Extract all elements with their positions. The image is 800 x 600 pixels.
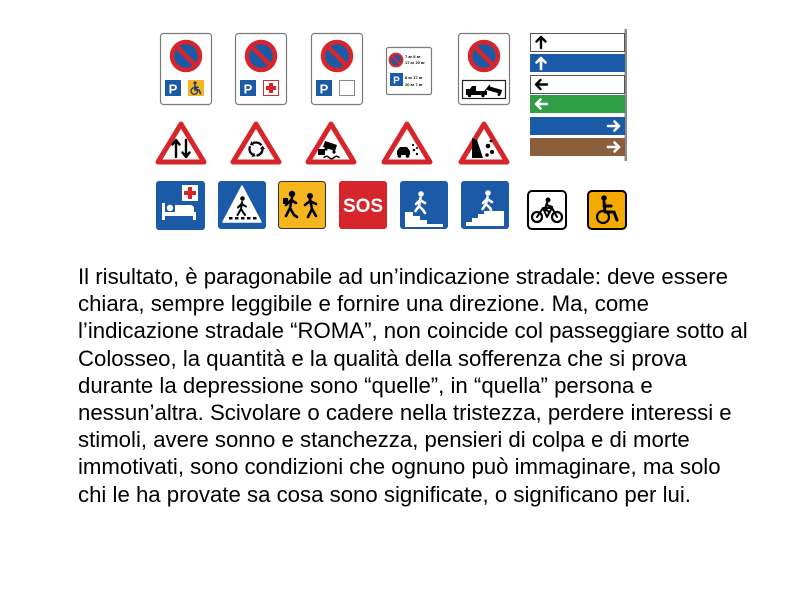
paragraph-line: Colosseo, la quantità e la qualità della sofferenza che si prova [78, 345, 687, 371]
paragraph-line: Il risultato, è paragonabile ad un’indicazione stradale: deve essere [78, 264, 729, 289]
no-parking-ambulance-reserved-sign-icon [236, 34, 287, 105]
direction-sign-green-left [530, 95, 625, 113]
blank-plate [340, 81, 355, 96]
road-signs-illustration [0, 0, 800, 240]
no-parking-disabled-reserved-sign-icon [161, 34, 212, 105]
parking-icon [165, 80, 181, 97]
sos-label: SOS [342, 196, 384, 217]
roundabout-warning-icon [233, 124, 279, 162]
disabled-access-sign-icon [588, 191, 626, 229]
tow-truck-icon [463, 81, 506, 99]
parking-icon [316, 80, 332, 97]
paragraph-line: stimoli, avere sonno e stanchezza, pensieri di colpa e di morte [78, 427, 690, 453]
direction-sign-brown-right [530, 138, 625, 156]
paragraph-line: l’indicazione stradale “ROMA”, non coincide col passeggiare sotto al [78, 318, 748, 344]
paragraph-line: chi le ha provate sa cosa sono significate, o significano per lui. [78, 481, 691, 507]
direction-sign-blue-up [530, 54, 625, 72]
quayside-warning-icon [308, 124, 354, 162]
wheelchair-icon [188, 80, 204, 96]
direction-sign-white-up [531, 34, 625, 52]
hospital-sign-icon [156, 181, 205, 230]
children-crossing-sign-icon [279, 182, 326, 229]
direction-sign-blue-right [530, 117, 625, 135]
pedestrian-overpass-sign-icon [461, 181, 509, 229]
parking-icon [240, 80, 256, 97]
no-parking-tow-away-sign-icon [459, 34, 510, 105]
paragraph-line: chiara, sempre leggibile e fornire una direzione. Ma, come [78, 291, 650, 317]
time-panel-line: 7 ar 8 ar [405, 54, 421, 59]
time-panel-line: 8 ar 17 ar [405, 75, 423, 80]
loose-gravel-warning-icon [384, 124, 430, 162]
no-parking-reserved-sign-icon [312, 34, 363, 105]
parking-icon [390, 73, 403, 87]
two-way-traffic-warning-icon [158, 124, 204, 162]
sos-sign-icon [339, 181, 387, 229]
direction-signs-pole-icon [530, 29, 627, 161]
paragraph-line: nessun’altra. Scivolare o cadere nella tristezza, perdere interessi e [78, 400, 732, 426]
direction-sign-white-left [531, 76, 625, 94]
pedestrian-underpass-sign-icon [400, 181, 448, 229]
no-parking-time-limited-sign-icon [387, 48, 432, 95]
parking-letter: P [168, 81, 178, 97]
red-cross-icon [264, 81, 279, 96]
falling-rocks-warning-icon [461, 124, 507, 162]
parking-letter: P [243, 81, 253, 97]
cycle-path-sign-icon [528, 191, 566, 229]
pedestrian-crossing-sign-icon [218, 181, 266, 229]
time-panel-line: 20 ar 7 ar [405, 82, 423, 87]
parking-letter: P [319, 81, 329, 97]
time-panel-line: 17 ar 20 ar [405, 60, 425, 65]
paragraph-line: immotivati, sono condizioni che ognuno può immaginare, ma solo [78, 454, 721, 480]
paragraph-line: durante la depressione sono “quelle”, in “quella” persona e [78, 372, 653, 398]
slide-paragraph [78, 263, 748, 508]
parking-letter: P [393, 75, 400, 87]
